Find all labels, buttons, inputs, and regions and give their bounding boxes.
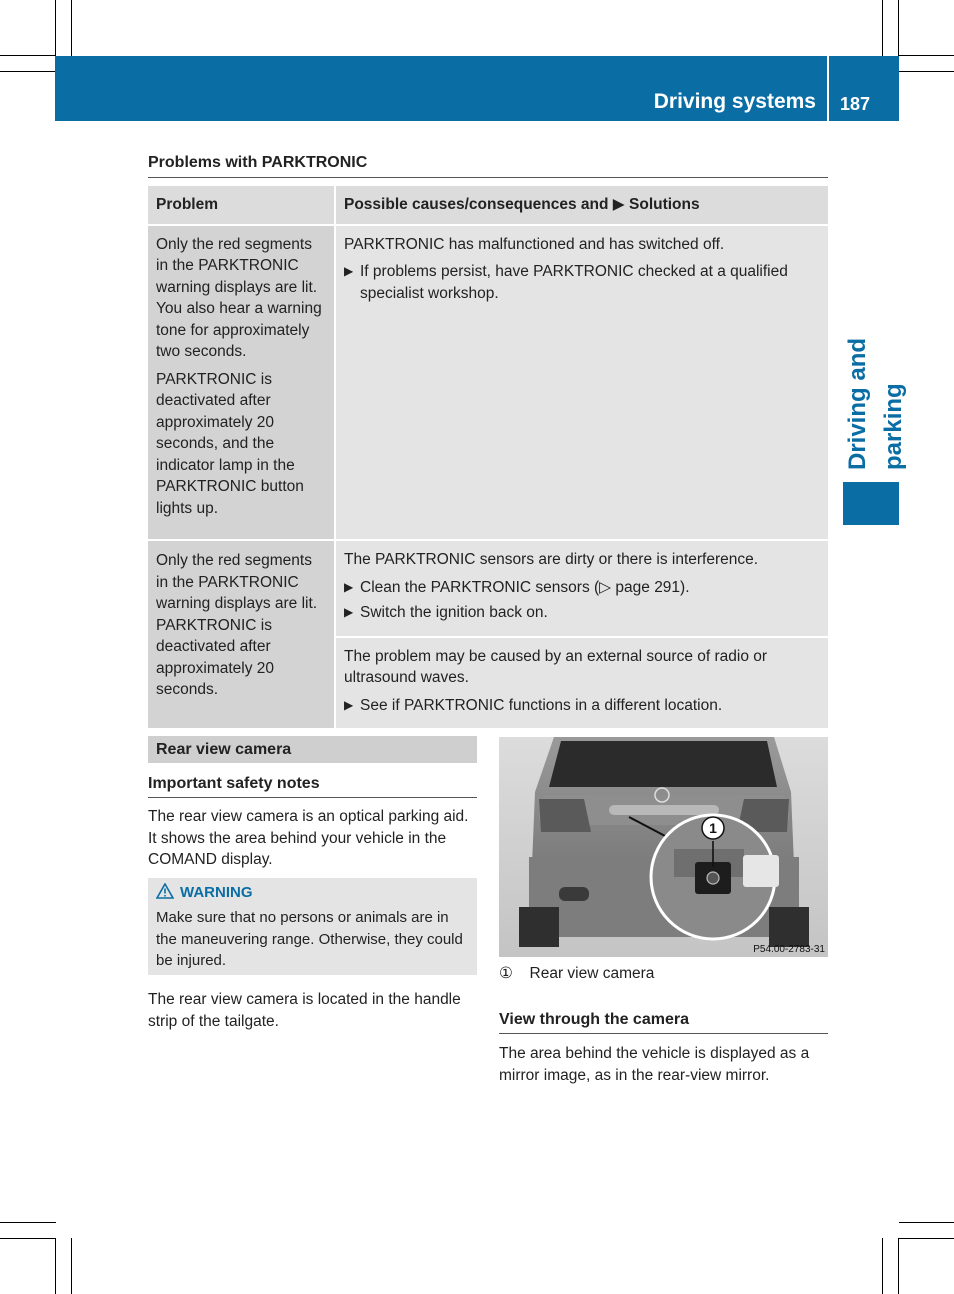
crop-mark [0,1238,56,1239]
side-tab-marker [843,482,899,525]
solution-cell [335,225,828,541]
crop-mark [899,71,954,72]
table-row [148,225,828,541]
crop-mark [898,0,899,56]
section-heading: Rear view camera [156,741,292,758]
subheading-rule [148,797,477,798]
crop-mark [899,1222,954,1223]
crop-mark [0,1222,56,1223]
crop-mark [71,0,72,56]
solution-cell [335,540,828,637]
solution-step [344,261,820,304]
subheading-rule [499,1033,828,1034]
column-header-solutions: Possible causes/consequences and ▶ Solutions [335,186,828,225]
crop-mark [898,1238,899,1294]
warning-heading [156,883,253,901]
crop-mark [71,1238,72,1294]
solution-step [344,695,820,717]
arrow-icon: ▶ [344,697,354,712]
crop-mark [882,1238,883,1294]
subheading-safety: Important safety notes [148,775,320,792]
parktronic-table [148,186,828,728]
crop-mark [899,1238,954,1239]
subheading-view: View through the camera [499,1011,689,1028]
problem-text: Only the red segments in the PARKTRONIC warning displays are lit. You also hear a warning tone for approximately two seconds. [156,235,322,360]
cause-text: The problem may be caused by an external source of radio or ultrasound waves. [344,647,768,686]
problem-text: Only the red segments in the PARKTRONIC warning displays are lit. PARKTRONIC is deactivated after approximately 20 seconds. [156,552,318,698]
arrow-icon: ▶ [344,264,354,278]
car-rear-illustration [499,737,828,957]
solution-cell [335,637,828,729]
problem-cell [148,225,335,541]
callout-number: 1 [709,820,717,836]
solution-step [344,577,820,599]
side-tab-label: Driving and parking [844,337,907,470]
caption-text: Rear view camera [529,965,655,982]
chapter-title: Driving systems [653,90,816,113]
crop-mark [899,55,954,56]
warning-triangle-icon [156,883,174,899]
crop-mark [55,0,56,56]
header-separator [827,56,829,121]
caption-number: ① [499,965,513,982]
warning-label: WARNING [180,884,253,901]
view-paragraph: The area behind the vehicle is displayed as a mirror image, as in the rear-view mirror. [499,1045,810,1084]
crop-mark [882,0,883,56]
step-text: See if PARKTRONIC functions in a different location. [360,696,723,714]
figure-caption [499,964,654,983]
cause-text: The PARKTRONIC sensors are dirty or there is interference. [344,551,759,568]
crop-mark [55,1238,56,1294]
section-title: Problems with PARKTRONIC [148,154,368,171]
cause-text: PARKTRONIC has malfunctioned and has switched off. [344,235,725,253]
image-code: P54.00-2783-31 [753,944,825,955]
crop-mark [0,71,56,72]
arrow-icon: ▶ [344,579,354,594]
step-text: If problems persist, have PARKTRONIC checked at a qualified specialist workshop. [360,263,788,302]
step-text: Switch the ignition back on. [360,604,548,621]
intro-paragraph: The rear view camera is an optical parking aid. It shows the area behind your vehicle in the COMAND display. [148,808,469,868]
page-number: 187 [840,94,871,114]
solution-step [344,602,820,624]
problem-cell [148,540,335,728]
table-row [148,540,828,637]
arrow-icon: ▶ [344,605,354,619]
column-header-problem: Problem [148,186,335,225]
warning-text: Make sure that no persons or animals are in the maneuvering range. Otherwise, they could be injured. [156,909,463,969]
location-paragraph: The rear view camera is located in the handle strip of the tailgate. [148,991,461,1030]
rear-camera-photo [499,737,828,957]
step-text: Clean the PARKTRONIC sensors (▷ page 291). [360,578,690,596]
crop-mark [0,55,56,56]
problem-text: PARKTRONIC is deactivated after approximately 20 seconds, and the indicator lamp in the PARKTRONIC button lights up. [156,370,304,517]
section-rule [148,177,828,178]
